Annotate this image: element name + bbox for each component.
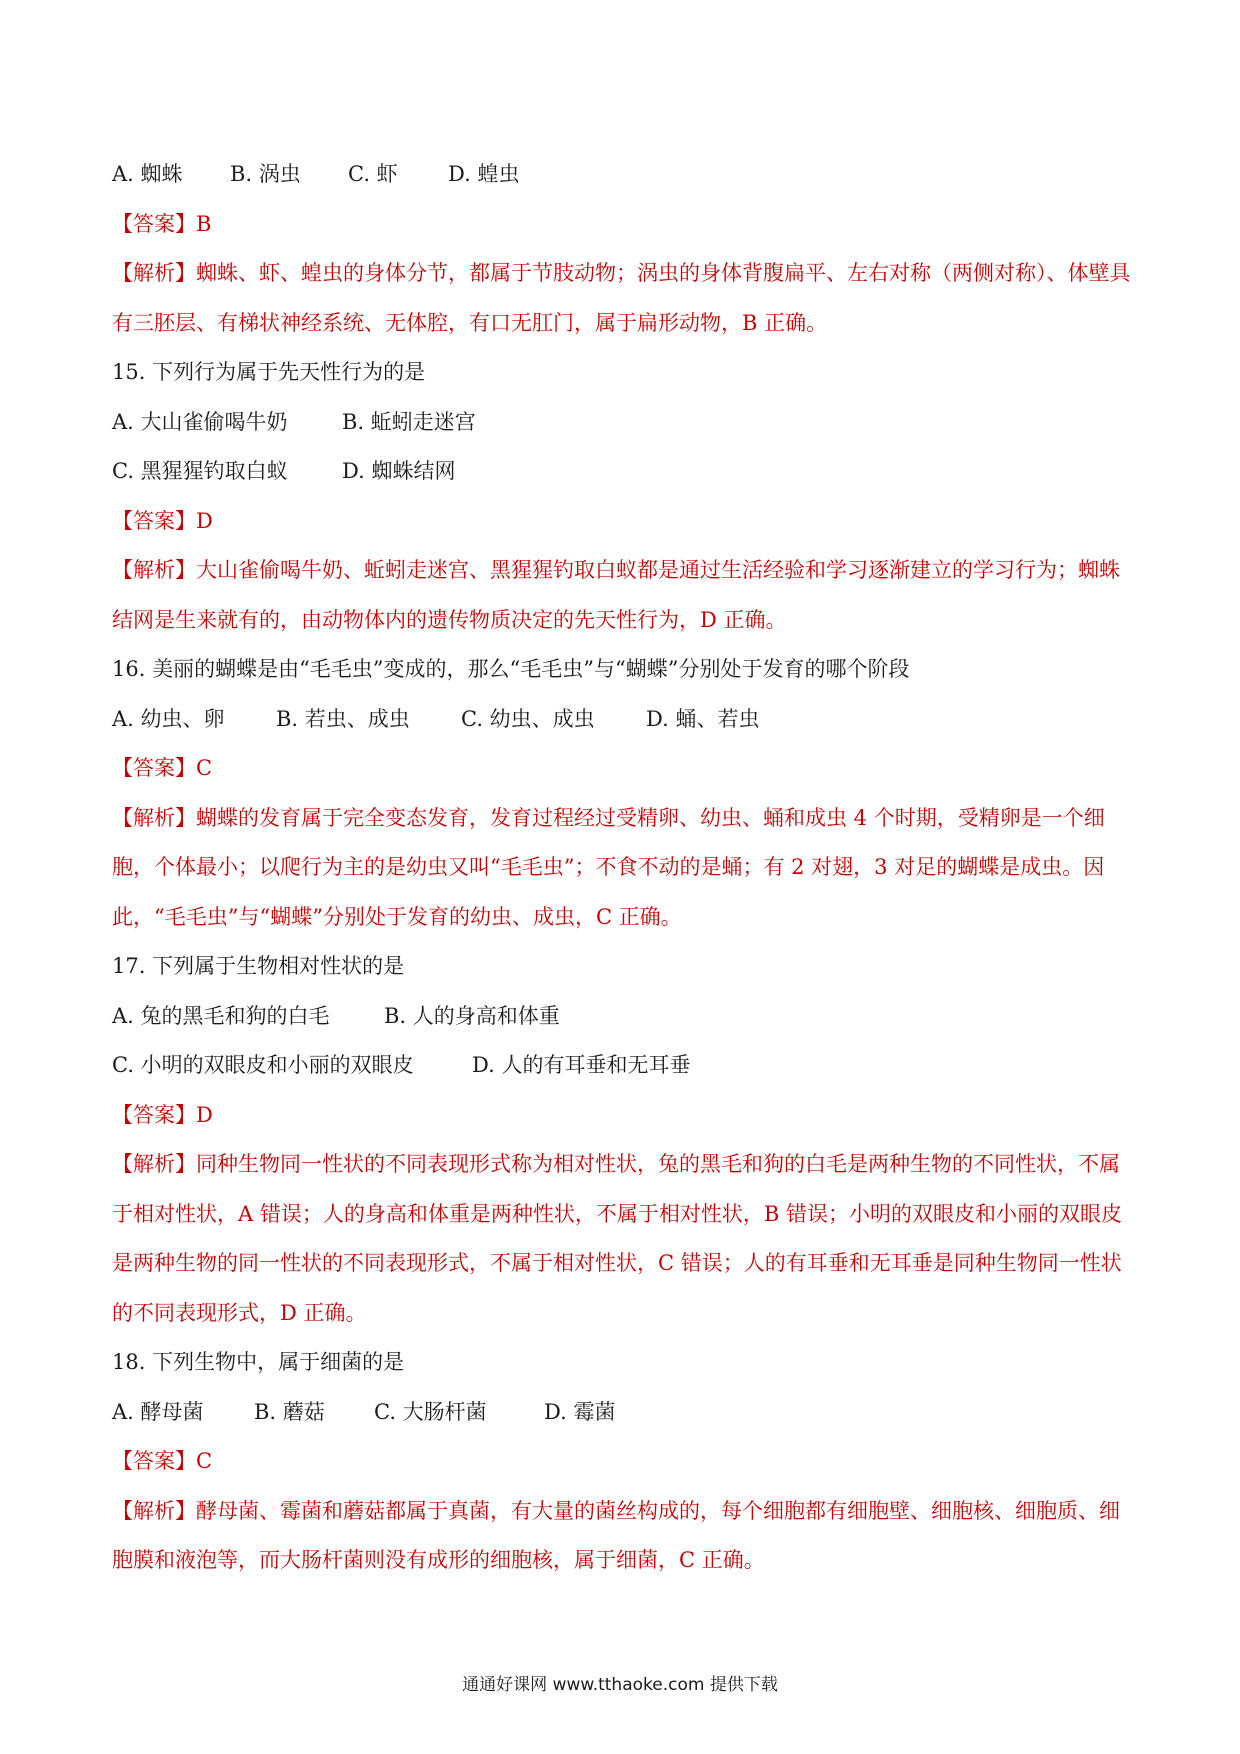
- option-d: D. 蛹、若虫: [646, 706, 760, 731]
- q15-question: 15. 下列行为属于先天性行为的是: [112, 360, 426, 384]
- analysis-label: 【解析】: [112, 1152, 196, 1176]
- q14-options: [112, 150, 1132, 200]
- answer-label: 【答案】: [112, 1102, 196, 1127]
- analysis-label: 【解析】: [112, 558, 196, 582]
- analysis-text: 同种生物同一性状的不同表现形式称为相对性状，兔的黑毛和狗的白毛是两种生物的不同性状，不属于相对性状，A 错误；人的身高和体重是两种性状，不属于相对性状，B 错误；小明的双眼皮和小丽的双眼皮是两种生物的同一性状的不同表现形式，不属于相对性状，C 错误；人的有耳垂和无耳垂是同种生物同一性状的不同表现形式，D 正确。: [112, 1152, 1122, 1325]
- option-a: A. 大山雀偷喝牛奶: [112, 409, 288, 434]
- option-b: B. 蘑菇: [254, 1399, 325, 1424]
- analysis-label: 【解析】: [112, 805, 196, 830]
- q15-options-row1: [112, 398, 1132, 448]
- analysis-text: 蜘蛛、虾、蝗虫的身体分节，都属于节肢动物；涡虫的身体背腹扁平、左右对称（两侧对称）、体壁具有三胚层、有梯状神经系统、无体腔，有口无肛门，属于扁形动物，B 正确。: [112, 261, 1131, 335]
- q14-analysis: [112, 249, 1132, 348]
- q17-options-row2: [112, 1041, 1132, 1091]
- analysis-text: 大山雀偷喝牛奶、蚯蚓走迷宫、黑猩猩钓取白蚁都是通过生活经验和学习逐渐建立的学习行为；蜘蛛结网是生来就有的，由动物体内的遗传物质决定的先天性行为，D 正确。: [112, 558, 1120, 632]
- answer-value: D: [196, 508, 213, 533]
- option-c: C. 幼虫、成虫: [461, 706, 595, 731]
- answer-label: 【答案】: [112, 211, 196, 236]
- option-a: A. 酵母菌: [112, 1399, 204, 1424]
- option-a: A. 兔的黑毛和狗的白毛: [112, 1003, 330, 1028]
- analysis-text: 蝴蝶的发育属于完全变态发育，发育过程经过受精卵、幼虫、蛹和成虫 4 个时期，受精卵是一个细胞，个体最小；以爬行为主的是幼虫又叫“毛毛虫”；不食不动的是蛹；有 2 对翅，3 对足的蝴蝶是成虫。因此，“毛毛虫”与“蝴蝶”分别处于发育的幼虫、成虫，C 正确。: [112, 805, 1105, 929]
- option-a: A. 幼虫、卵: [112, 706, 225, 731]
- q16-answer: [112, 744, 1132, 794]
- answer-label: 【答案】: [112, 756, 196, 780]
- answer-value: B: [196, 211, 212, 236]
- option-b: B. 若虫、成虫: [276, 706, 410, 731]
- q16-options: [112, 695, 1132, 745]
- option-d: D. 人的有耳垂和无耳垂: [472, 1053, 691, 1077]
- q15-analysis: [112, 546, 1132, 645]
- analysis-label: 【解析】: [112, 1498, 196, 1523]
- option-b: B. 蚯蚓走迷宫: [342, 409, 476, 434]
- analysis-label: 【解析】: [112, 261, 196, 285]
- analysis-text: 酵母菌、霉菌和蘑菇都属于真菌，有大量的菌丝构成的，每个细胞都有细胞壁、细胞核、细胞质、细胞膜和液泡等，而大肠杆菌则没有成形的细胞核，属于细菌，C 正确。: [112, 1498, 1120, 1572]
- option-d: D. 蜘蛛结网: [342, 459, 456, 483]
- option-b: B. 涡虫: [230, 162, 301, 186]
- answer-label: 【答案】: [112, 508, 196, 533]
- answer-value: D: [196, 1102, 213, 1127]
- q14-answer: [112, 200, 1132, 250]
- q18-question: 18. 下列生物中，属于细菌的是: [112, 1350, 405, 1374]
- option-c: C. 大肠杆菌: [374, 1399, 487, 1424]
- option-b: B. 人的身高和体重: [384, 1003, 560, 1028]
- option-d: D. 蝗虫: [448, 162, 520, 186]
- q18-answer: [112, 1437, 1132, 1487]
- option-d: D. 霉菌: [544, 1399, 616, 1424]
- answer-value: C: [196, 1449, 213, 1473]
- option-c: C. 虾: [348, 162, 398, 186]
- option-a: A. 蜘蛛: [112, 162, 183, 186]
- option-c: C. 小明的双眼皮和小丽的双眼皮: [112, 1053, 414, 1077]
- document-body: [112, 150, 1132, 1586]
- q15-answer: [112, 497, 1132, 547]
- page-footer: 通通好课网 www.tthaoke.com 提供下载: [462, 1675, 778, 1695]
- answer-label: 【答案】: [112, 1449, 196, 1473]
- q15-options-row2: [112, 447, 1132, 497]
- q17-answer: [112, 1091, 1132, 1141]
- answer-value: C: [196, 756, 213, 780]
- q17-analysis: [112, 1140, 1132, 1338]
- q17-options-row1: [112, 992, 1132, 1042]
- q18-analysis: [112, 1487, 1132, 1586]
- option-c: C. 黑猩猩钓取白蚁: [112, 459, 288, 483]
- q17-question: 17. 下列属于生物相对性状的是: [112, 954, 405, 978]
- q18-options: [112, 1388, 1132, 1438]
- q16-question: 16. 美丽的蝴蝶是由“毛毛虫”变成的，那么“毛毛虫”与“蝴蝶”分别处于发育的哪个阶段: [112, 657, 910, 681]
- q16-analysis: [112, 794, 1132, 943]
